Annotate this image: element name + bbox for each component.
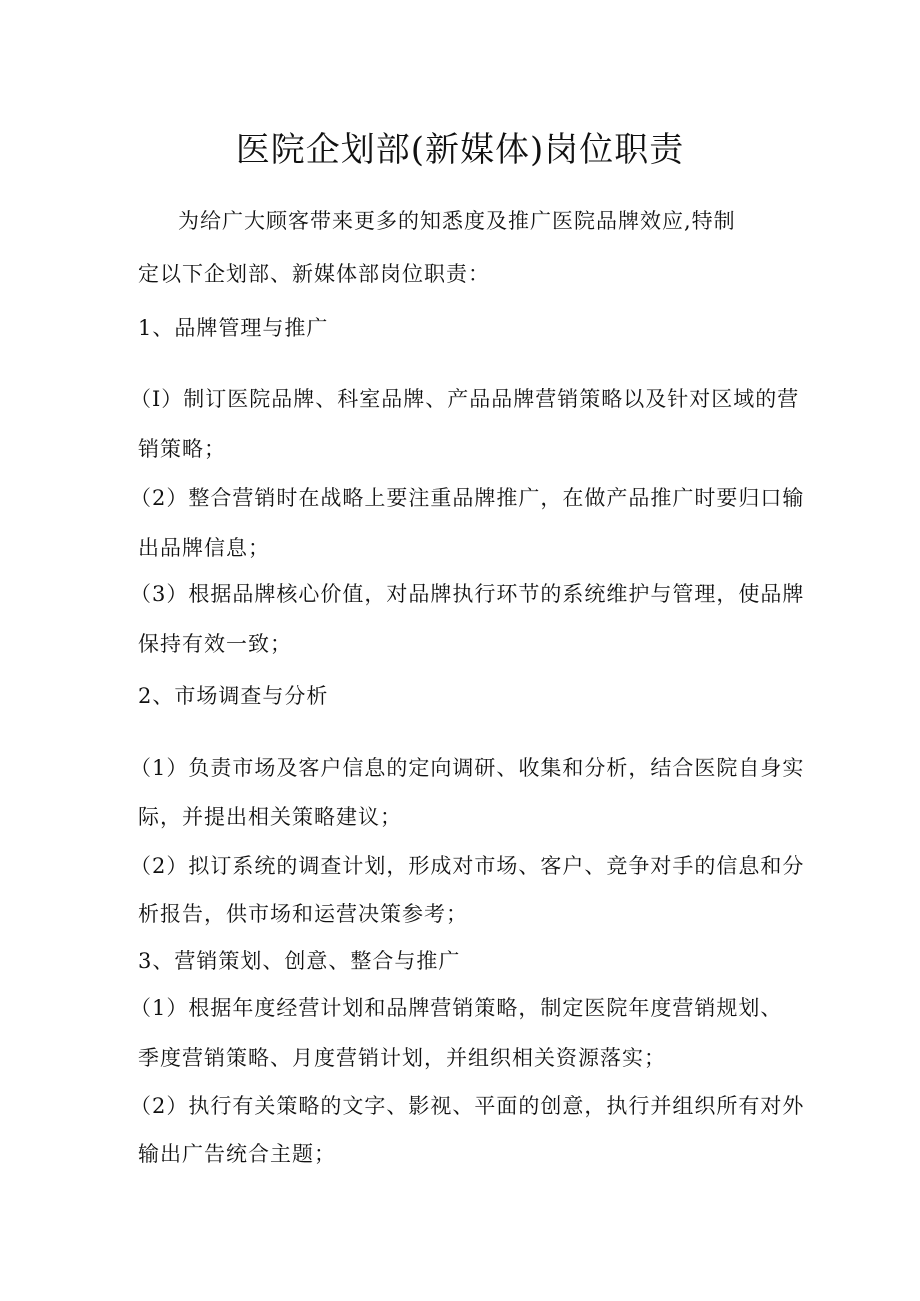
section2-item2-line1: （2）拟订系统的调查计划，形成对市场、客户、竞争对手的信息和分 [130, 854, 805, 878]
section1-item3-line1: （3）根据品牌核心价值，对品牌执行环节的系统维护与管理，使品牌 [130, 582, 805, 606]
section1-item1-line2: 销策略； [138, 437, 226, 461]
section2-item2-line2: 析报告，供市场和运营决策参考； [138, 902, 468, 926]
section1-item2-line2: 出品牌信息； [138, 536, 270, 560]
section1-item1-line1: （I）制订医院品牌、科室品牌、产品品牌营销策略以及针对区域的营 [130, 387, 800, 411]
section3-item1-line2: 季度营销策略、月度营销计划，并组织相关资源落实； [138, 1046, 666, 1070]
section1-item3-line2: 保持有效一致； [138, 632, 292, 656]
section-heading-3: 3、营销策划、创意、整合与推广 [138, 949, 461, 973]
section3-item1-line1: （1）根据年度经营计划和品牌营销策略，制定医院年度营销规划、 [130, 996, 783, 1020]
section3-item2-line2: 输出广告统合主题； [138, 1142, 336, 1166]
section2-item1-line2: 际，并提出相关策略建议； [138, 805, 402, 829]
intro-line-1: 为给广大顾客带来更多的知悉度及推广医院品牌效应,特制 [178, 209, 736, 233]
intro-line-2: 定以下企划部、新媒体部岗位职责： [138, 262, 490, 286]
section2-item1-line1: （1）负责市场及客户信息的定向调研、收集和分析，结合医院自身实 [130, 756, 805, 780]
section-heading-2: 2、市场调查与分析 [138, 684, 329, 708]
section-heading-1: 1、品牌管理与推广 [138, 316, 329, 340]
section3-item2-line1: （2）执行有关策略的文字、影视、平面的创意，执行并组织所有对外 [130, 1094, 805, 1118]
document-title: 医院企划部(新媒体)岗位职责 [235, 130, 685, 170]
section1-item2-line1: （2）整合营销时在战略上要注重品牌推广，在做产品推广时要归口输 [130, 486, 805, 510]
